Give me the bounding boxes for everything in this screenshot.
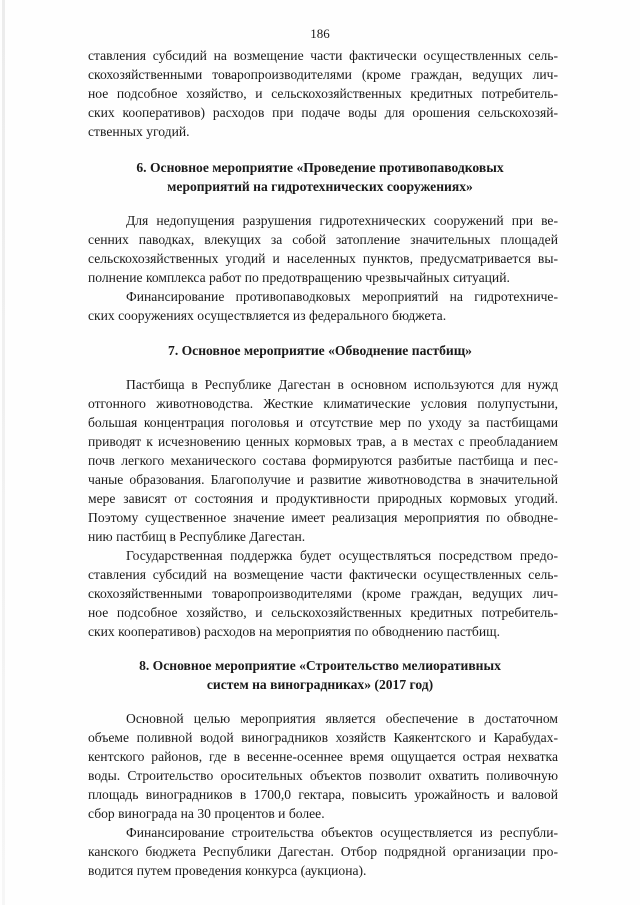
text-line: скохозяйственными товаропроизводителями (кроме граждан, ведущих лич- bbox=[88, 586, 558, 601]
text-line: ских кооперативов) расходов при подаче воды для орошения сельскохозяй- bbox=[88, 105, 558, 120]
text-line: ставления субсидий на возмещение части фактически осуществленных сель- bbox=[88, 567, 558, 582]
text-line: сельскохозяйственных угодий и населенных пунктов, предусматривается вы- bbox=[88, 251, 558, 266]
text-line: Основной целью мероприятия является обеспечение в достаточном bbox=[126, 711, 558, 726]
text-line: Пастбища в Республике Дагестан в основном используются для нужд bbox=[126, 377, 558, 392]
text-line: площадь виноградников в 1700,0 гектара, повысить урожайность и валовой bbox=[88, 787, 558, 802]
text-line: сенних паводках, влекущих за собой затопление значительных площадей bbox=[88, 232, 558, 247]
page-number: 186 bbox=[310, 26, 330, 41]
text-line: Для недопущения разрушения гидротехнических сооружений при ве- bbox=[126, 213, 558, 228]
text-line: скохозяйственными товаропроизводителями (кроме граждан, ведущих лич- bbox=[88, 67, 558, 82]
text-line: ставления субсидий на возмещение части фактически осуществленных сель- bbox=[88, 48, 558, 63]
text-line: чаные образования. Благополучие и развитие животноводства в значительной bbox=[88, 472, 558, 487]
scan-edge bbox=[2, 0, 5, 905]
text-line: ских сооружениях осуществляется из федерального бюджета. bbox=[88, 308, 447, 323]
text-line: Государственная поддержка будет осуществляться посредством предо- bbox=[126, 548, 558, 563]
text-line: объеме поливной водой виноградников хозяйств Каякентского и Карабудах- bbox=[88, 730, 558, 745]
text-line: Финансирование противопаводковых мероприятий на гидротехниче- bbox=[126, 289, 558, 304]
text-line: водится путем проведения конкурса (аукциона). bbox=[88, 863, 367, 878]
section-heading: 8. Основное мероприятие «Строительство мелиоративных bbox=[139, 658, 501, 673]
text-line: кентского районов, где в весенне-осеннее время ощущается острая нехватка bbox=[88, 749, 558, 764]
section-heading: систем на виноградниках» (2017 год) bbox=[206, 677, 434, 692]
text-line: канского бюджета Республики Дагестан. Отбор подрядной организации про- bbox=[88, 844, 558, 859]
text-line: почв легкого механического состава формируются разбитые пастбища и пес- bbox=[88, 453, 558, 468]
section-heading: мероприятий на гидротехнических сооружениях» bbox=[167, 179, 473, 194]
text-line: большая концентрация поголовья и отсутствие мер по уходу за пастбищами bbox=[88, 415, 558, 430]
text-line: приводят к исчезновению ценных кормовых трав, а в местах с преобладанием bbox=[88, 434, 558, 449]
text-line: ственных угодий. bbox=[88, 124, 190, 139]
text-line: ских кооперативов) расходов на мероприятия по обводнению пастбищ. bbox=[88, 624, 500, 639]
text-line: мере зависят от состояния и продуктивности природных кормовых угодий. bbox=[88, 491, 558, 506]
text-line: воды. Строительство оросительных объектов позволит охватить поливочную bbox=[88, 768, 558, 783]
text-line: полнение комплекса работ по предотвращению чрезвычайных ситуаций. bbox=[88, 270, 510, 285]
text-line: нию пастбищ в Республике Дагестан. bbox=[88, 529, 306, 544]
text-line: Финансирование строительства объектов осуществляется из республи- bbox=[126, 825, 558, 840]
text-line: Поэтому существенное значение имеет реализация мероприятия по обводне- bbox=[88, 510, 558, 525]
section-heading: 7. Основное мероприятие «Обводнение пастбищ» bbox=[168, 343, 472, 358]
text-line: ное подсобное хозяйство, и сельскохозяйственных кредитных потребитель- bbox=[88, 86, 558, 101]
section-heading: 6. Основное мероприятие «Проведение противопаводковых bbox=[136, 160, 504, 175]
text-line: ное подсобное хозяйство, и сельскохозяйственных кредитных потребитель- bbox=[88, 605, 558, 620]
text-line: отгонного животноводства. Жесткие климатические условия полупустыни, bbox=[88, 396, 558, 411]
text-line: сбор винограда на 30 процентов и более. bbox=[88, 806, 325, 821]
